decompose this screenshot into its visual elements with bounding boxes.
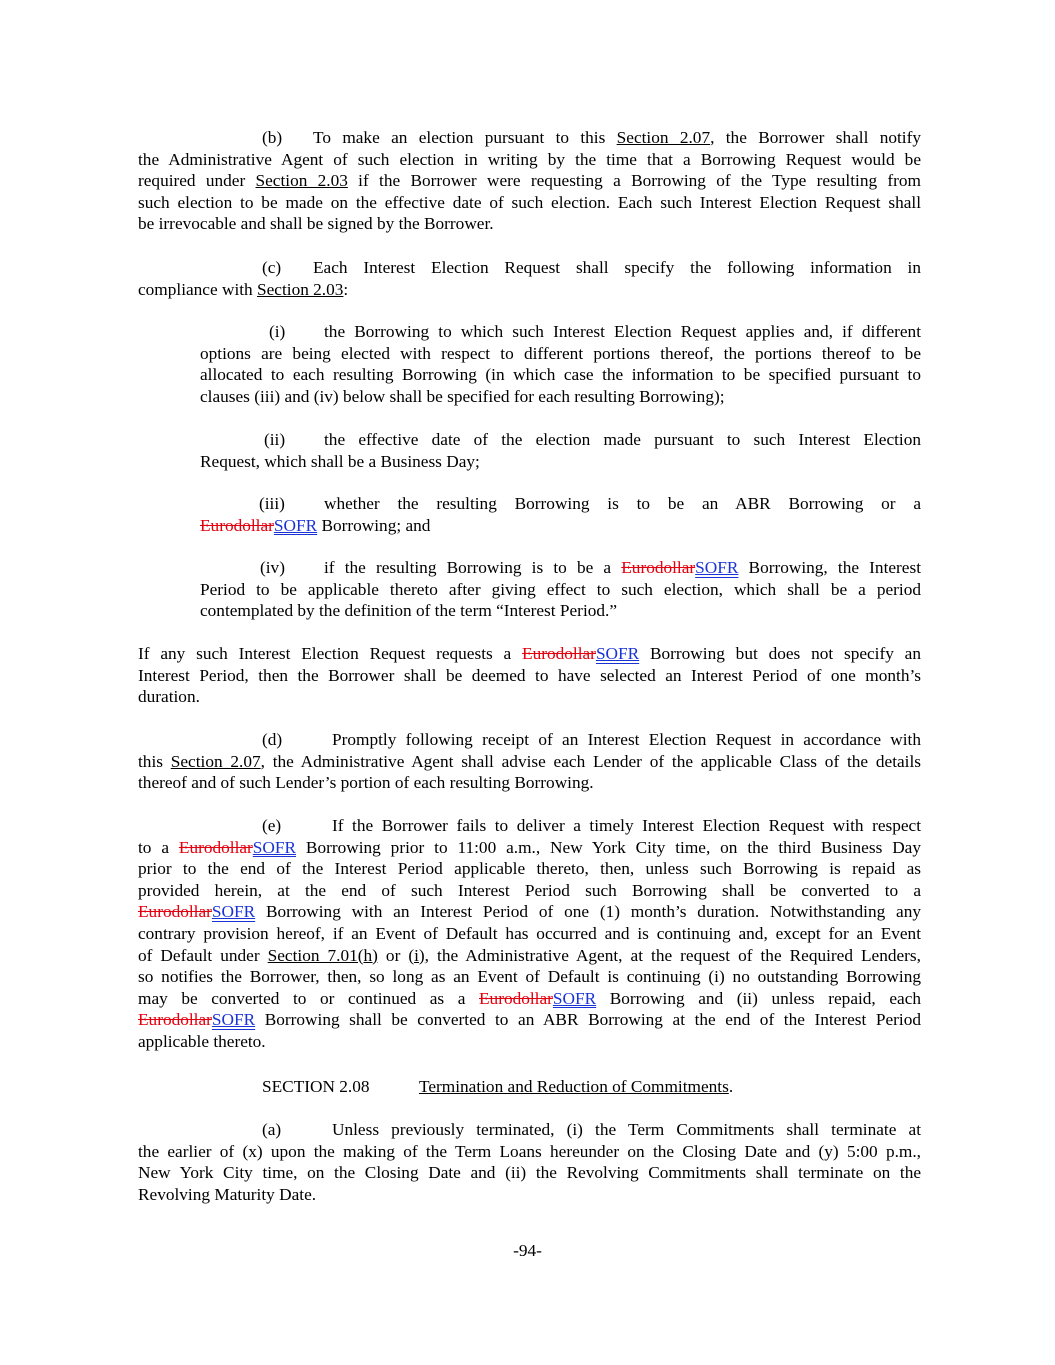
- deleted-text: Eurodollar: [200, 515, 274, 535]
- deleted-text: Eurodollar: [178, 837, 253, 857]
- clause-ii: (ii) the effective date of the election made pursuant to such Interest Election Request, which shall be a Business Day;: [200, 430, 921, 471]
- deleted-text: Eurodollar: [479, 988, 553, 1008]
- paragraph-a: (a) Unless previously terminated, (i) the Term Commitments shall terminate at the earlier of (x) upon the making of the Term Loans hereunder on the Closing Date and (y) 5:00 p.m., New York City time, on the Closing Date and (ii) the Revolving Commitments shall terminate on the Revolving Maturity Date.: [138, 1120, 921, 1204]
- clause-label: (i): [269, 322, 286, 341]
- paragraph-label: (b): [262, 128, 283, 147]
- deleted-text: Eurodollar: [138, 902, 212, 922]
- section-number: SECTION 2.08: [262, 1077, 370, 1096]
- paragraph-label: (e): [262, 816, 282, 835]
- section-reference: Section 2.03: [255, 171, 348, 191]
- section-title: Termination and Reduction of Commitments: [419, 1077, 729, 1096]
- paragraph-label: (a): [262, 1120, 282, 1139]
- section-reference: Section 7.01(h): [267, 945, 378, 965]
- clause-label: (ii): [264, 430, 286, 449]
- paragraph-default-period: If any such Interest Election Request requests a EurodollarSOFR Borrowing but does not specify an Interest Period, then the Borrower shall be deemed to have selected an Interest Period of one month’s duration.: [138, 644, 921, 707]
- clause-label: (iii): [259, 494, 285, 513]
- deleted-text: Eurodollar: [522, 644, 596, 663]
- section-reference: Section 2.03: [257, 279, 344, 299]
- inserted-text: SOFR: [211, 902, 256, 922]
- section-heading: SECTION 2.08 Termination and Reduction of Commitments.: [262, 1077, 734, 1096]
- section-reference: Section 2.07: [170, 751, 261, 771]
- paragraph-c: (c) Each Interest Election Request shall specify the following information in compliance with Section 2.03:: [138, 258, 921, 299]
- page-number: -94-: [513, 1241, 542, 1260]
- deleted-text: Eurodollar: [621, 558, 696, 577]
- clause-label: (iv): [260, 558, 285, 577]
- inserted-text: SOFR: [252, 837, 297, 857]
- clause-i: (i) the Borrowing to which such Interest Election Request applies and, if different options are being elected with respect to different portions thereof, the portions thereof to be allocated to each resulting Borrowing (in which case the information to be specified pursuant to clauses (iii) and (iv) below shall be specified for each resulting Borrowing);: [200, 322, 921, 406]
- inserted-text: SOFR: [552, 988, 597, 1008]
- paragraph-label: (d): [262, 730, 283, 749]
- paragraph-d: (d) Promptly following receipt of an Interest Election Request in accordance with this Section 2.07, the Administrative Agent shall advise each Lender of the applicable Class of the details thereof and of such Lender’s portion of each resulting Borrowing.: [138, 730, 921, 793]
- deleted-text: Eurodollar: [138, 1010, 212, 1030]
- inserted-text: SOFR: [211, 1010, 256, 1030]
- inserted-text: SOFR: [695, 558, 739, 577]
- inserted-text: SOFR: [273, 515, 318, 535]
- paragraph-label: (c): [262, 258, 282, 277]
- paragraph-b: (b) To make an election pursuant to this Section 2.07, the Borrower shall notify the Administrative Agent of such election in writing by the time that a Borrowing Request would be required under Section 2.03 if the Borrower were requesting a Borrowing of the Type resulting from such election to be made on the effective date of such election. Each such Interest Election Request shall be irrevocable and shall be signed by the Borrower.: [138, 128, 921, 234]
- inserted-text: SOFR: [595, 644, 640, 663]
- clause-iv: (iv) if the resulting Borrowing is to be a EurodollarSOFR Borrowing, the Interest Period to be applicable thereto after giving effect to such election, which shall be a period contemplated by the definition of the term “Interest Period.”: [200, 558, 921, 621]
- clause-iii: (iii) whether the resulting Borrowing is to be an ABR Borrowing or a EurodollarSOFR Borrowing; and: [200, 494, 921, 535]
- section-reference: Section 2.07: [616, 128, 711, 147]
- paragraph-e: (e) If the Borrower fails to deliver a timely Interest Election Request with respect to a EurodollarSOFR Borrowing prior to 11:00 a.m., New York City time, on the third Business Day prior to the end of the Interest Period applicable thereto, then, unless such Borrowing is repaid as provided herein, at the end of such Interest Period such Borrowing shall be converted to a EurodollarSOFR Borrowing with an Interest Period of one (1) month’s duration. Notwithstanding any contrary provision hereof, if an Event of Default has occurred and is continuing and, except for an Event of Default under Section 7.01(h) or (i), the Administrative Agent, at the request of the Required Lenders, so notifies the Borrower, then, so long as an Event of Default is continuing (i) no outstanding Borrowing may be converted to or continued as a EurodollarSOFR Borrowing and (ii) unless repaid, each EurodollarSOFR Borrowing shall be converted to an ABR Borrowing at the end of the Interest Period applicable thereto.: [138, 816, 921, 1051]
- section-reference: (i): [408, 945, 425, 965]
